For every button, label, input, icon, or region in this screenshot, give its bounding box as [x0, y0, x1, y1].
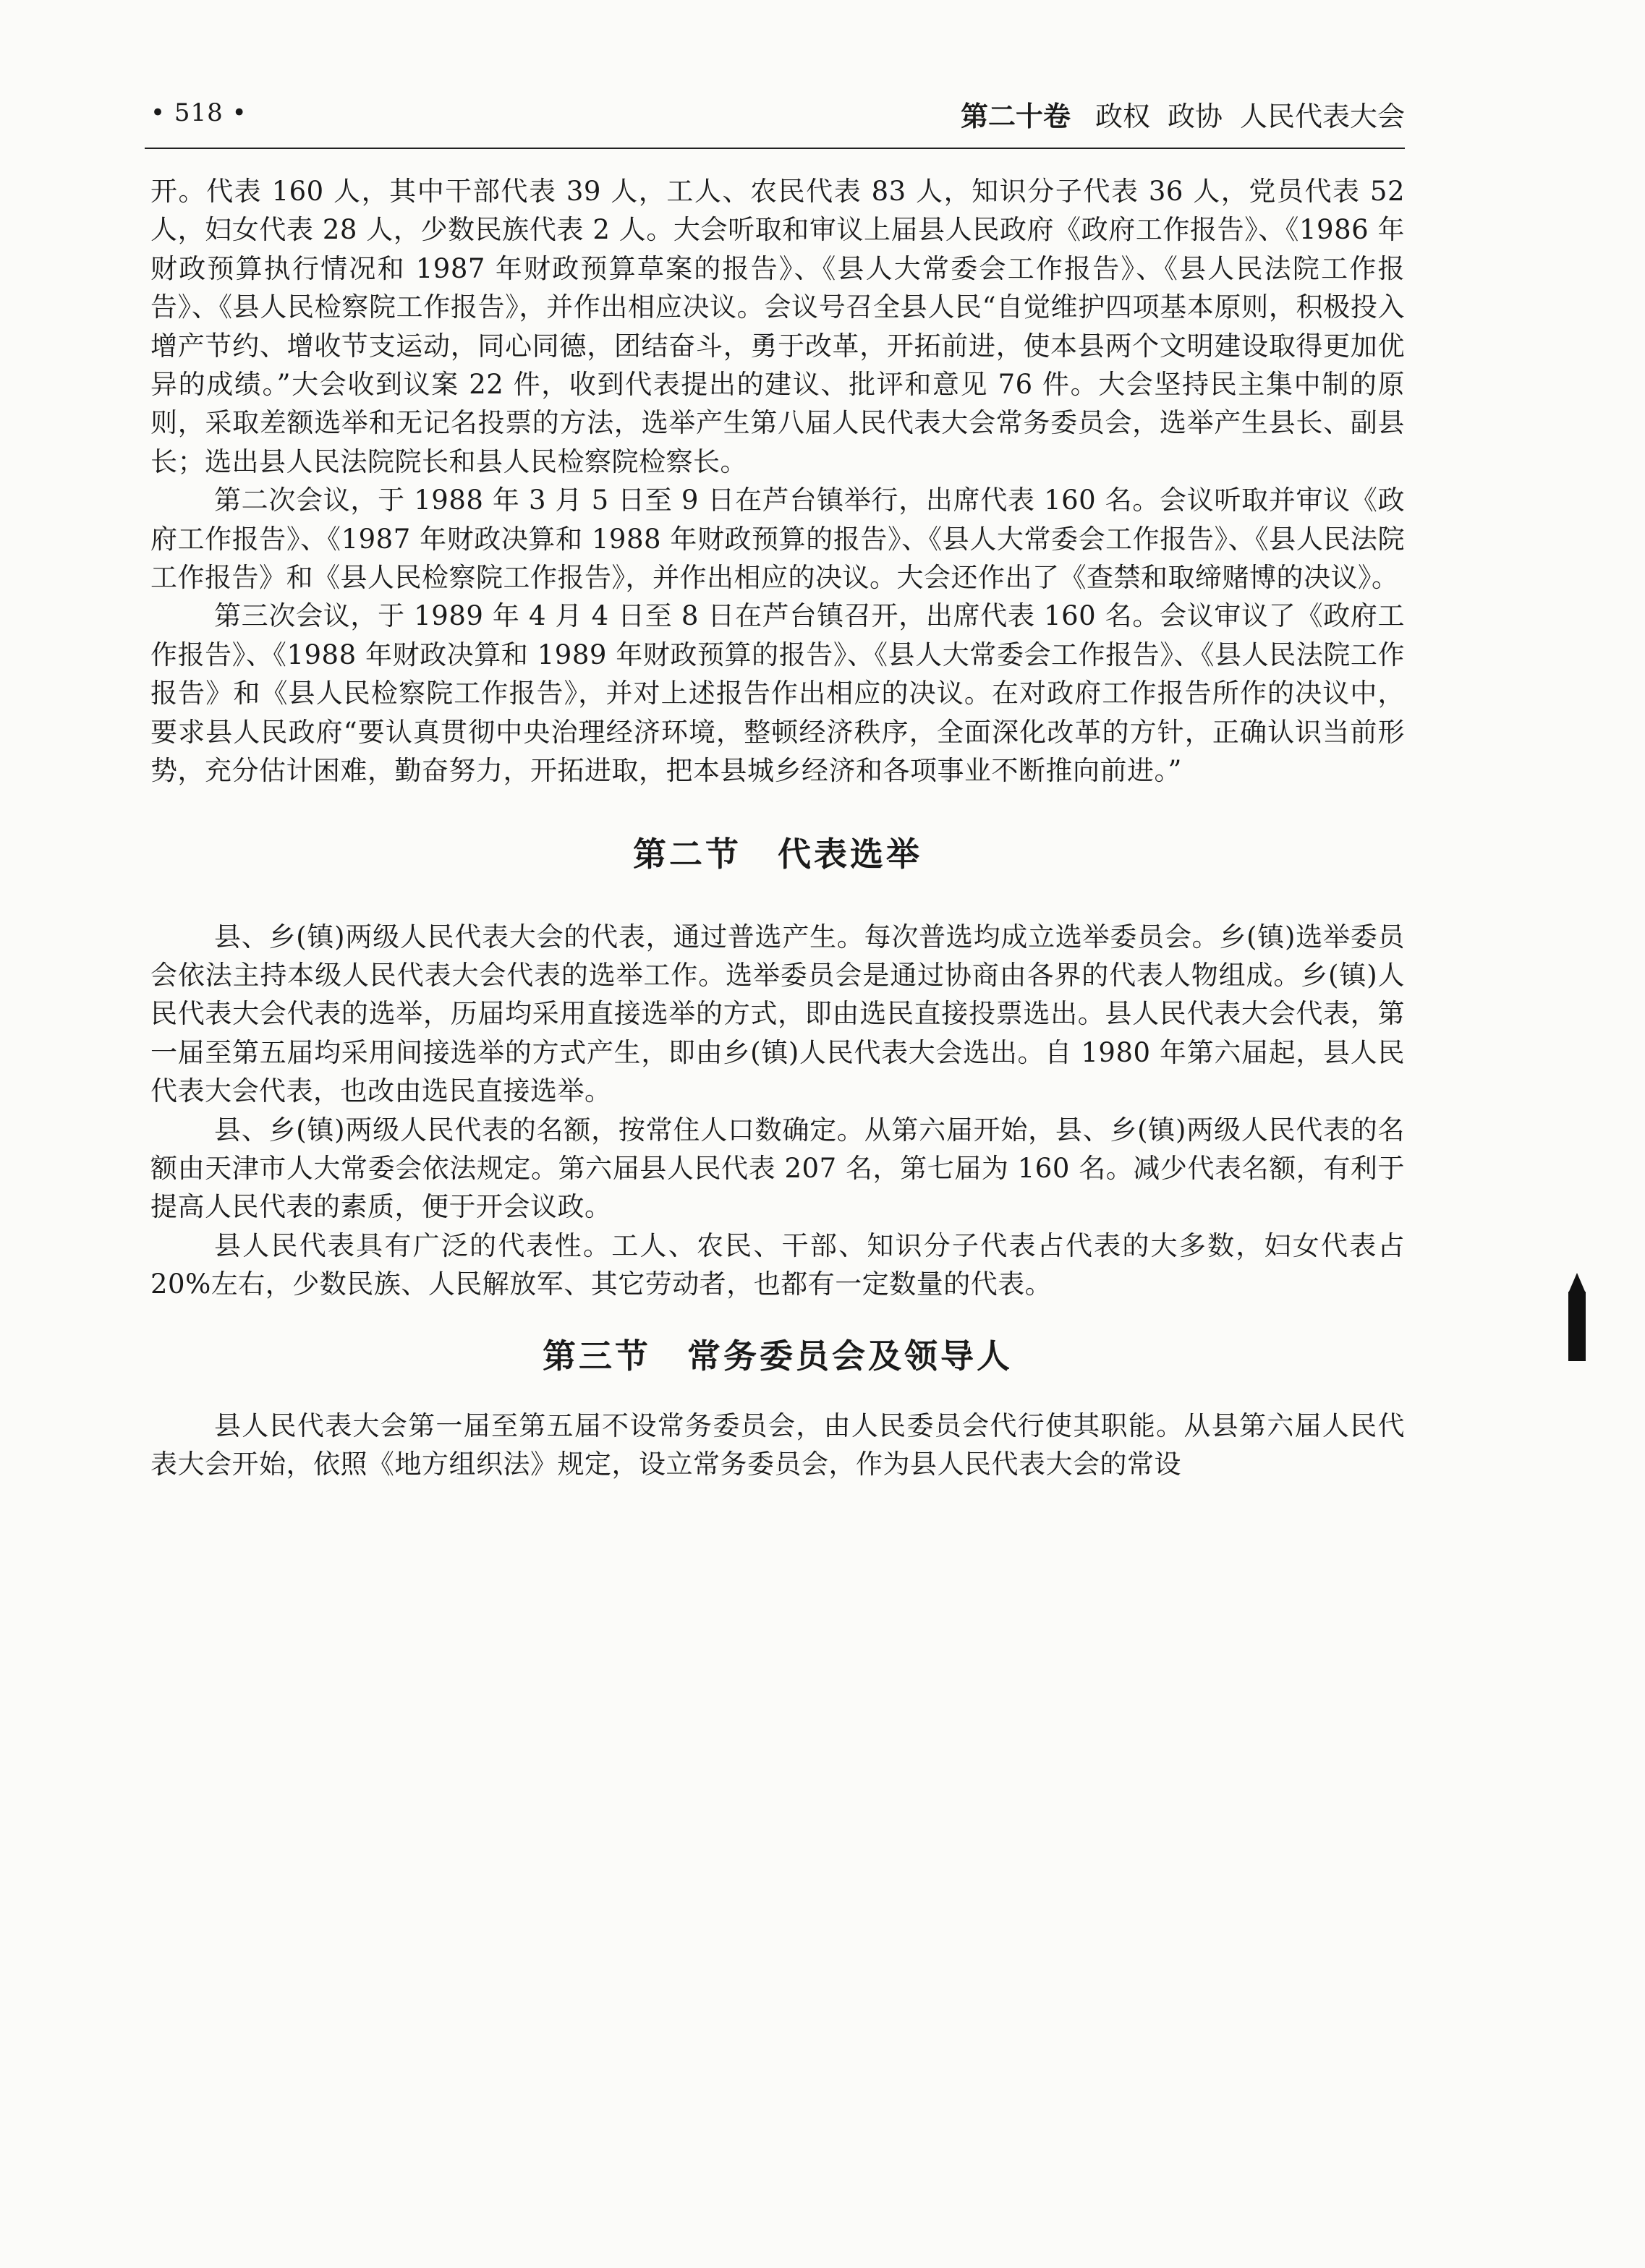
- margin-tab-mark: [1568, 1292, 1586, 1361]
- page-number: • 518 •: [150, 98, 247, 127]
- paragraph-second-session: 第二次会议，于 1988 年 3 月 5 日至 9 日在芦台镇举行，出席代表 160 名。会议听取并审议《政府工作报告》、《1987 年财政决算和 1988 年财政预算的报告》、《县人大常委会工作报告》、《县人民法院工作报告》和《县人民检察院工作报告》，并作出相应的决议。大会还作出了《查禁和取缔赌博的决议》。: [150, 485, 1405, 594]
- paragraph-continued: 开。代表 160 人，其中干部代表 39 人，工人、农民代表 83 人，知识分子代表 36 人，党员代表 52 人，妇女代表 28 人，少数民族代表 2 人。大会听取和审议上届县人民政府《政府工作报告》、《1986 年财政预算执行情况和 1987 年财政预算草案的报告》、《县人大常委会工作报告》、《县人民法院工作报告》、《县人民检察院工作报告》，并作出相应决议。会议号召全县人民“自觉维护四项基本原则，积极投入增产节约、增收节支运动，同心同德，团结奋斗，勇于改革，开拓前进，使本县两个文明建设取得更加优异的成绩。”大会收到议案 22 件，收到代表提出的建议、批评和意见 76 件。大会坚持民主集中制的原则，采取差额选举和无记名投票的方法，选举产生第八届人民代表大会常务委员会，选举产生县长、副县长；选出县人民法院院长和县人民检察院检察长。: [150, 176, 1405, 477]
- paragraph-standing-committee: 县人民代表大会第一届至第五届不设常务委员会，由人民委员会代行使其职能。从县第六届人民代表大会开始，依照《地方组织法》规定，设立常务委员会，作为县人民代表大会的常设: [150, 1410, 1405, 1480]
- volume-label: 第二十卷: [960, 101, 1071, 132]
- paragraph-quota: 县、乡(镇)两级人民代表的名额，按常住人口数确定。从第六届开始，县、乡(镇)两级人民代表的名额由天津市人大常委会依法规定。第六届县人民代表 207 名，第七届为 160 名。减少代表名额，有利于提高人民代表的素质，便于开会议政。: [150, 1114, 1405, 1223]
- topic-label-3: 人民代表大会: [1239, 101, 1405, 132]
- paragraph-election-method: 县、乡(镇)两级人民代表大会的代表，通过普选产生。每次普选均成立选举委员会。乡(镇)选举委员会依法主持本级人民代表大会代表的选举工作。选举委员会是通过协商由各界的代表人物组成。乡(镇)人民代表大会代表的选举，历届均采用直接选举的方式，即由选民直接投票选出。县人民代表大会代表，第一届至第五届均采用间接选举的方式产生，即由乡(镇)人民代表大会选出。自 1980 年第六届起，县人民代表大会代表，也改由选民直接选举。: [150, 921, 1405, 1107]
- margin-scan-mark: [1568, 1201, 1590, 1244]
- header-rule: [145, 148, 1405, 149]
- section-heading-standing-committee: 第三节 常务委员会及领导人: [543, 1336, 1013, 1376]
- section-heading-representative-election: 第二节 代表选举: [633, 834, 922, 874]
- topic-label-2: 政协: [1167, 101, 1223, 132]
- margin-tab-mark-top: [1568, 1273, 1586, 1293]
- topic-label-1: 政权: [1094, 101, 1150, 132]
- paragraph-representativeness: 县人民代表具有广泛的代表性。工人、农民、干部、知识分子代表占代表的大多数，妇女代表占 20%左右，少数民族、人民解放军、其它劳动者，也都有一定数量的代表。: [150, 1229, 1405, 1300]
- running-title: [961, 94, 1405, 134]
- running-header: [145, 94, 1405, 145]
- paragraph-third-session: 第三次会议，于 1989 年 4 月 4 日至 8 日在芦台镇召开，出席代表 160 名。会议审议了《政府工作报告》、《1988 年财政决算和 1989 年财政预算的报告》、《县人大常委会工作报告》、《县人民法院工作报告》和《县人民检察院工作报告》，并对上述报告作出相应的决议。在对政府工作报告所作的决议中，要求县人民政府“要认真贯彻中央治理经济环境，整顿经济秩序，全面深化改革的方针，正确认识当前形势，充分估计困难，勤奋努力，开拓进取，把本县城乡经济和各项事业不断推向前进。”: [150, 600, 1405, 787]
- body-text: [150, 172, 1405, 1483]
